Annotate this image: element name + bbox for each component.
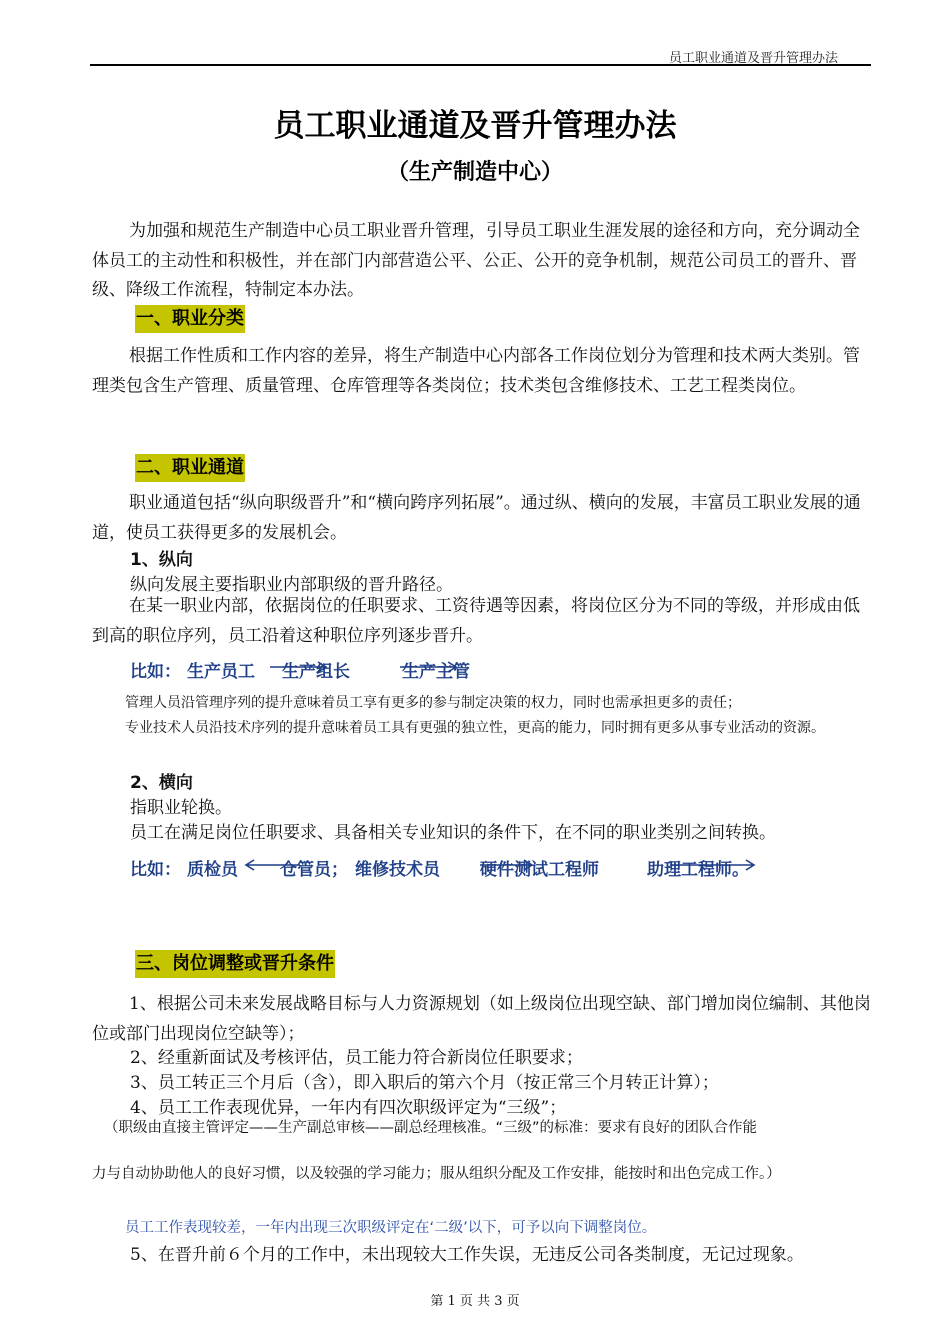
vertical-line1: 纵向发展主要指职业内部职级的晋升路径。 — [130, 575, 453, 595]
horizontal-example — [130, 855, 870, 881]
promotion-arrows — [266, 657, 486, 683]
section-heading-classification: 一、职业分类 — [135, 305, 245, 333]
channel-paragraph: 职业通道包括“纵向职级晋升”和“横向跨序列拓展”。通过纵、横向的发展，丰富员工职业发展的通道，使员工获得更多的发展机会。 — [92, 493, 861, 543]
condition-item-3: 3、员工转正三个月后（含），即入职后的第六个月（按正常三个月转正计算）； — [130, 1073, 719, 1093]
grade-standard-note: 力与自动协助他人的良好习惯，以及较强的学习能力；服从组织分配及工作安排，能按时和出色完成工作。） — [92, 1166, 781, 1182]
grade-standard-note: （职级由直接主管评定——生产副总审核——副总经理核准。“三级”的标准：要求有良好的团队合作能 — [104, 1120, 758, 1136]
left-arrow-icon — [246, 860, 300, 870]
header-rule — [90, 64, 871, 66]
condition-item-5: 5、在晋升前６个月的工作中，未出现较大工作失误，无违反公司各类制度，无记过现象。 — [130, 1245, 804, 1265]
condition-item-4: 4、员工工作表现优异，一年内有四次职级评定为“三级”； — [130, 1098, 567, 1118]
right-arrow-icon — [670, 860, 754, 870]
example-item: 生产员工 — [187, 662, 255, 682]
section-heading-conditions: 三、岗位调整或晋升条件 — [135, 950, 335, 978]
vertical-subheading: 1、纵向 — [130, 550, 193, 570]
condition-item-1: 1、根据公司未来发展战略目标与人力资源规划（如上级岗位出现空缺、部门增加岗位编制、其他岗位或部门出现岗位空缺等）； — [92, 994, 871, 1044]
example-item: 生产组长 — [282, 662, 350, 682]
document-subtitle: （生产制造中心） — [386, 160, 563, 185]
management-note: 管理人员沿管理序列的提升意味着员工享有更多的参与制定决策的权力，同时也需承担更多的责任； — [125, 695, 741, 711]
rotation-arrows — [130, 855, 770, 881]
page-footer: 第 1 页 共 3 页 — [430, 1294, 520, 1309]
example-prefix: 比如： — [130, 662, 181, 682]
horizontal-line2: 员工在满足岗位任职要求、具备相关专业知识的条件下，在不同的职业类别之间转换。 — [130, 823, 776, 843]
vertical-example — [130, 657, 870, 683]
right-arrow-icon — [270, 662, 326, 672]
right-arrow-icon — [400, 662, 456, 672]
intro-paragraph: 为加强和规范生产制造中心员工职业晋升管理，引导员工职业生涯发展的途径和方向，充分调动全体员工的主动性和积极性，并在部门内部营造公平、公正、公开的竞争机制，规范公司员工的晋升、晋级、降级工作流程，特制定本办法。 — [92, 221, 860, 300]
document-title: 员工职业通道及晋升管理办法 — [273, 108, 677, 144]
section-heading-channel: 二、职业通道 — [135, 454, 245, 482]
horizontal-subheading: 2、横向 — [130, 773, 193, 793]
example-item: 维修技术员 — [355, 860, 440, 880]
right-arrow-icon — [480, 860, 532, 870]
running-header: 员工职业通道及晋升管理办法 — [668, 51, 838, 66]
example-prefix: 比如： — [130, 860, 181, 880]
example-item: 质检员 — [187, 860, 238, 880]
example-item: 仓管员； — [280, 860, 348, 880]
example-item: 生产主管 — [402, 662, 470, 682]
vertical-line2: 在某一职业内部，依据岗位的任职要求、工资待遇等因素，将岗位区分为不同的等级，并形成由低到高的职位序列，员工沿着这种职位序列逐步晋升。 — [92, 596, 860, 646]
condition-item-2: 2、经重新面试及考核评估，员工能力符合新岗位任职要求； — [130, 1048, 583, 1068]
classification-paragraph: 根据工作性质和工作内容的差异，将生产制造中心内部各工作岗位划分为管理和技术两大类别。管理类包含生产管理、质量管理、仓库管理等各类岗位；技术类包含维修技术、工艺工程类岗位。 — [92, 346, 860, 396]
downgrade-note: 员工工作表现较差，一年内出现三次职级评定在‘二级’以下，可予以向下调整岗位。 — [125, 1220, 657, 1236]
horizontal-line1: 指职业轮换。 — [130, 798, 232, 818]
technical-note: 专业技术人员沿技术序列的提升意味着员工具有更强的独立性，更高的能力，同时拥有更多从事专业活动的资源。 — [125, 720, 825, 736]
example-item: 助理工程师。 — [647, 860, 749, 880]
example-item: 硬件测试工程师 — [480, 860, 599, 880]
